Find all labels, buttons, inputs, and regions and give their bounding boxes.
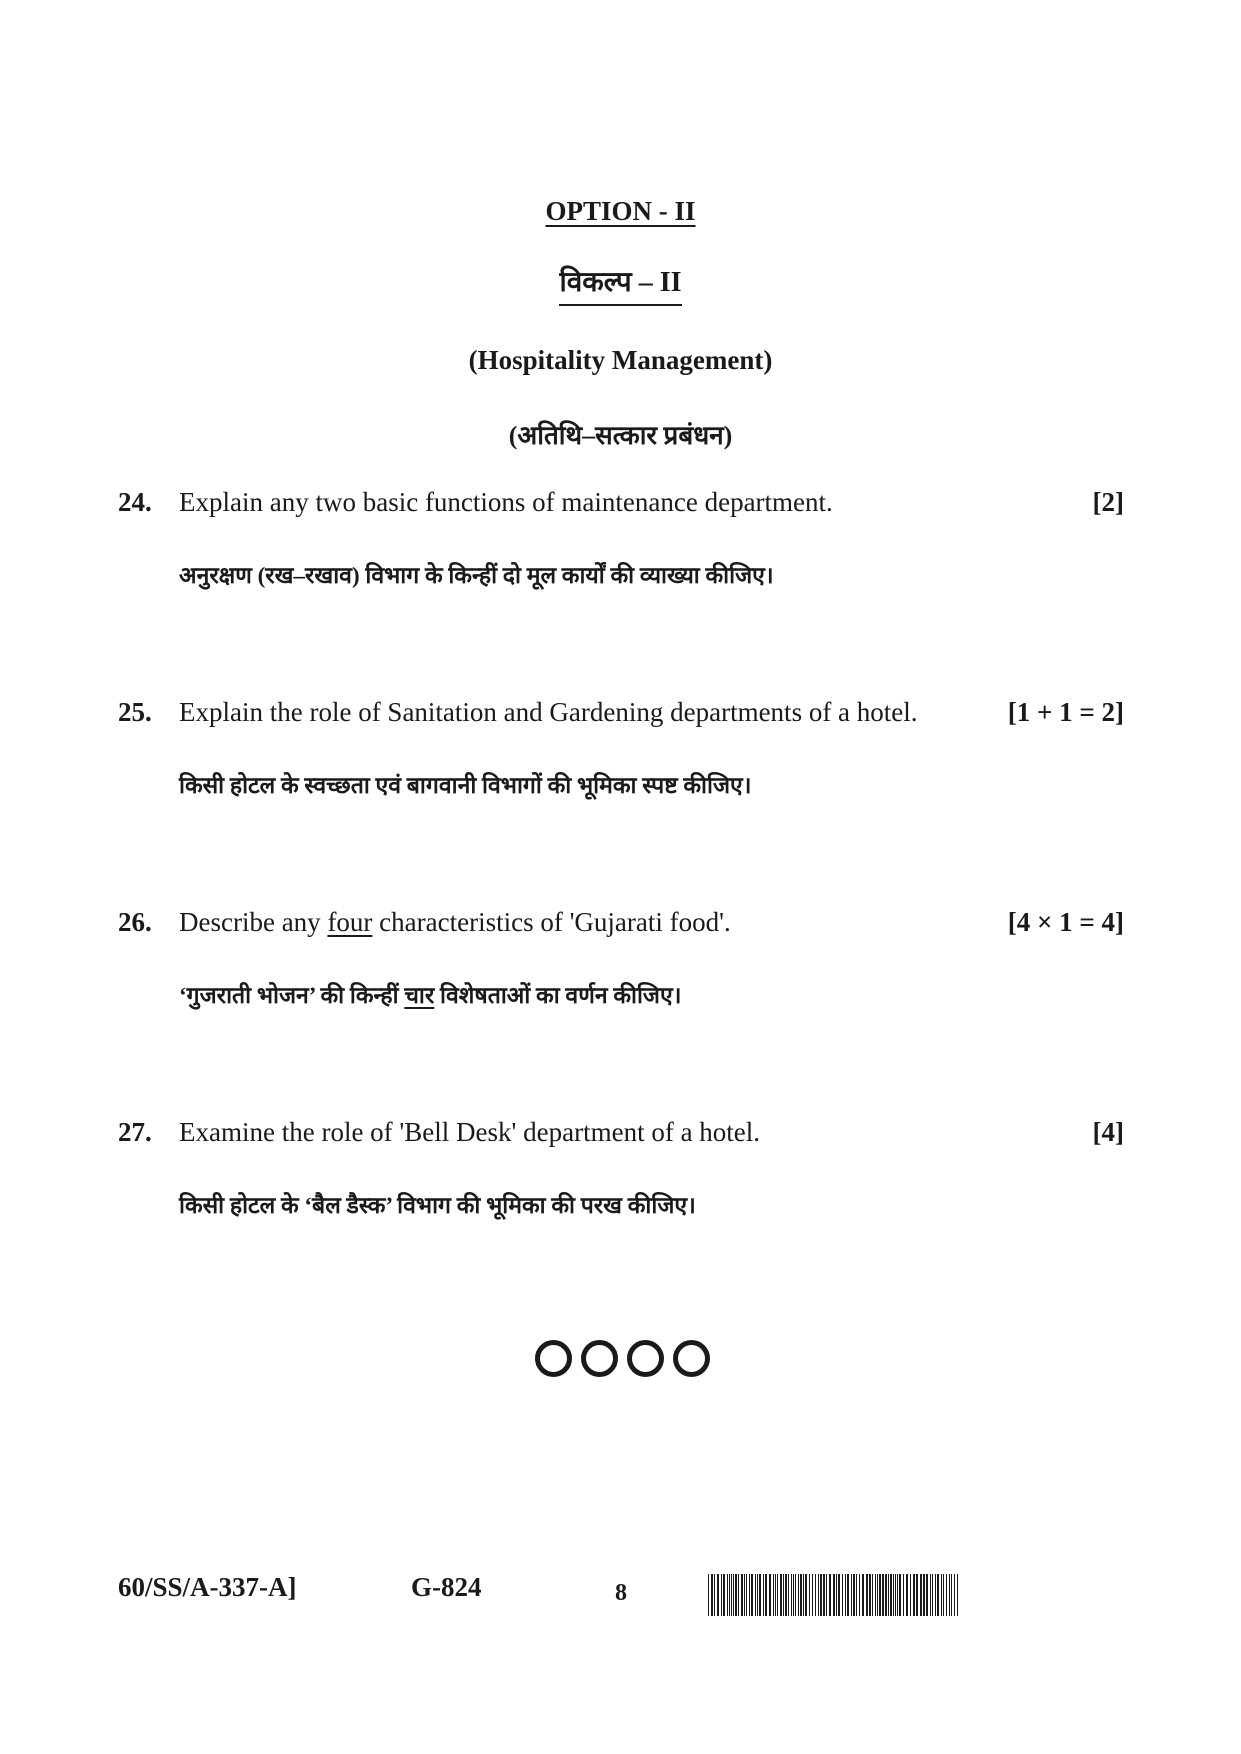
question-marks: [4 × 1 = 4] bbox=[1007, 907, 1124, 937]
question-25-hindi: किसी होटल के स्वच्छता एवं बागवानी विभागों की भूमिका स्पष्ट कीजिए। bbox=[179, 773, 752, 798]
question-marks: [4] bbox=[1092, 1117, 1124, 1147]
circle-icon bbox=[627, 1340, 664, 1377]
circle-icon bbox=[535, 1340, 572, 1377]
question-24 bbox=[118, 487, 1124, 527]
question-text: Explain the role of Sanitation and Gardening departments of a hotel. bbox=[179, 697, 918, 727]
option-heading: OPTION - II bbox=[545, 196, 696, 226]
question-27 bbox=[118, 1117, 1124, 1157]
barcode-icon bbox=[708, 1574, 962, 1616]
question-number: 25. bbox=[118, 697, 152, 727]
question-27-hindi: किसी होटल के ‘बैल डैस्क’ विभाग की भूमिका की परख कीजिए। bbox=[179, 1193, 696, 1218]
question-text: Examine the role of 'Bell Desk' department of a hotel. bbox=[179, 1117, 761, 1147]
question-marks: [2] bbox=[1092, 487, 1124, 517]
end-of-paper-circles bbox=[535, 1340, 710, 1380]
question-26 bbox=[118, 907, 1124, 947]
page-number: 8 bbox=[615, 1580, 627, 1606]
paper-code: 60/SS/A-337-A] bbox=[118, 1572, 297, 1602]
question-text: Explain any two basic functions of maintenance department. bbox=[179, 487, 833, 517]
question-number: 27. bbox=[118, 1117, 152, 1147]
question-26-hindi: ‘गुजराती भोजन’ की किन्हीं चार विशेषताओं का वर्णन कीजिए। bbox=[179, 983, 682, 1008]
series-code: G-824 bbox=[411, 1572, 482, 1602]
question-text: Describe any four characteristics of 'Gujarati food'. bbox=[179, 907, 731, 937]
option-heading-hindi: विकल्प – II bbox=[0, 262, 1241, 300]
question-marks: [1 + 1 = 2] bbox=[1007, 697, 1124, 727]
question-24-hindi: अनुरक्षण (रख–रखाव) विभाग के किन्हीं दो मूल कार्यों की व्याख्या कीजिए। bbox=[179, 563, 774, 588]
subject-title: (Hospitality Management) bbox=[468, 345, 773, 375]
circle-icon bbox=[581, 1340, 618, 1377]
question-number: 24. bbox=[118, 487, 152, 517]
question-25 bbox=[118, 697, 1124, 737]
subject-title-hindi: (अतिथि–सत्कार प्रबंधन) bbox=[508, 421, 733, 450]
circle-icon bbox=[673, 1340, 710, 1377]
question-number: 26. bbox=[118, 907, 152, 937]
